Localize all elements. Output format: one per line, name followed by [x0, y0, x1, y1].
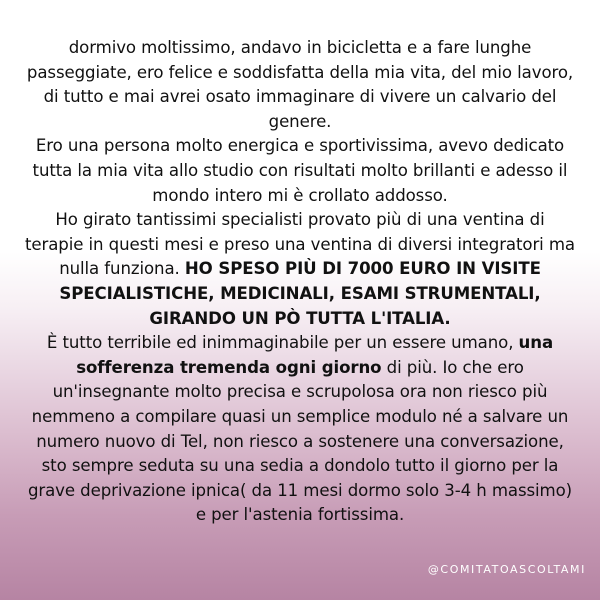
- paragraph-4: [24, 331, 576, 528]
- paragraph-2: Ero una persona molto energica e sportivissima, avevo dedicato tutta la mia vita allo studio con risultati molto brillanti e adesso il mondo intero mi è crollato addosso.: [32, 136, 568, 205]
- post-text: [24, 36, 576, 528]
- paragraph-3-emphasis: HO SPESO PIÙ DI 7000 EURO IN VISITE SPECIALISTICHE, MEDICINALI, ESAMI STRUMENTALI, GIRANDO UN PÒ TUTTA L'ITALIA.: [59, 259, 541, 328]
- account-handle: @COMITATOASCOLTAMI: [427, 563, 586, 576]
- paragraph-3-text: Ho girato tantissimi specialisti provato più di una ventina di terapie in questi mesi e preso una ventina di diversi integratori ma nulla funziona.: [25, 210, 575, 279]
- paragraph-1: dormivo moltissimo, andavo in bicicletta e a fare lunghe passeggiate, ero felice e soddisfatta della mia vita, del mio lavoro, di tutto e mai avrei osato immaginare di vivere un calvario del genere.: [26, 38, 574, 131]
- paragraph-4-end: di più. Io che ero un'insegnante molto precisa e scrupolosa ora non riesco più nemmeno a compilare quasi un semplice modulo né a salvare un numero nuovo di Tel, non riesco a sostenere una conversazione, sto sempre seduta su una sedia a dondolo tutto il giorno per la grave deprivazione ipnica( da 11 mesi dormo solo 3-4 h massimo) e per l'astenia fortissima.: [27, 357, 573, 525]
- paragraph-4-start: È tutto terribile ed inimmaginabile per un essere umano,: [46, 333, 519, 353]
- paragraph-4-emphasis: una sofferenza tremenda ogni giorno: [76, 333, 554, 377]
- paragraph-3: [24, 208, 576, 331]
